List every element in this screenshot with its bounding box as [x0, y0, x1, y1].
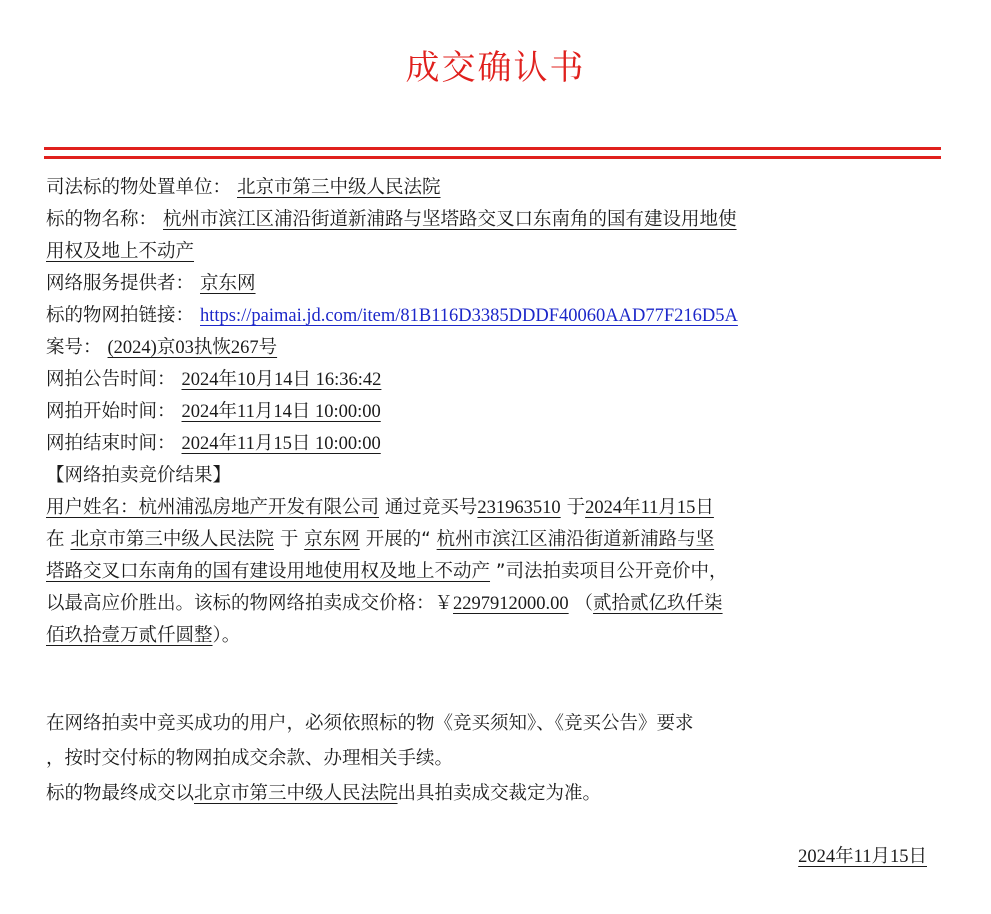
title-divider-bottom [44, 156, 941, 159]
announce-value: 2024年10月14日 16:36:42 [181, 370, 382, 390]
item-name-label: 标的物名称： [46, 209, 158, 230]
item-name-row-cont [46, 236, 941, 268]
note-text: 标的物最终成交以 [46, 783, 195, 804]
end-value: 2024年11月15日 10:00:00 [181, 434, 381, 454]
court-row [46, 172, 941, 204]
result-court: 北京市第三中级人民法院 [70, 529, 274, 550]
note-text: 出具拍卖成交裁定为准。 [397, 783, 602, 804]
result-text: 于 [279, 529, 299, 550]
price-in-words: 贰拾贰亿玖仟柒 [593, 593, 723, 614]
footer-date: 2024年11月15日 [798, 847, 927, 867]
result-platform: 京东网 [304, 529, 360, 550]
case-label: 案号： [46, 337, 102, 358]
price-in-words-cont: 佰玖拾壹万贰仟圆整 [46, 625, 213, 646]
result-item-name: 杭州市滨江区浦沿街道新浦路与坚 [436, 529, 715, 550]
result-line-4 [46, 588, 941, 620]
note-line-1: 在网络拍卖中竞买成功的用户，必须依照标的物《竞买须知》、《竞买公告》要求 [46, 713, 694, 734]
start-value: 2024年11月14日 10:00:00 [181, 402, 381, 422]
end-row [46, 428, 941, 460]
result-text: ”司法拍卖项目公开竞价中， [495, 561, 728, 582]
item-name-value-cont: 用权及地上不动产 [46, 241, 195, 262]
auction-link[interactable]: https://paimai.jd.com/item/81B116D3385DDDF40060AAD77F216D5A [200, 306, 738, 326]
result-text: 于 [566, 497, 586, 518]
result-item-name-cont: 塔路交叉口东南角的国有建设用地使用权及地上不动产 [46, 561, 491, 582]
start-label: 网拍开始时间： [46, 401, 176, 422]
deal-date: 2024年11月15日 [585, 498, 714, 518]
court-value: 北京市第三中级人民法院 [237, 177, 441, 198]
bid-number: 231963510 [477, 498, 561, 518]
link-label: 标的物网拍链接： [46, 305, 195, 326]
result-text: 开展的“ [365, 529, 431, 550]
result-text: （ [574, 593, 594, 614]
result-heading: 【网络拍卖竞价结果】 [46, 465, 232, 486]
provider-row [46, 268, 941, 300]
note-line-2: ，按时交付标的物网拍成交余款、办理相关手续。 [46, 748, 454, 769]
deal-price: 2297912000.00 [453, 594, 569, 614]
result-text: ）。 [212, 625, 241, 646]
result-line-1 [46, 492, 941, 524]
note-line-3 [46, 776, 941, 811]
item-name-value: 杭州市滨江区浦沿街道新浦路与坚塔路交叉口东南角的国有建设用地使 [163, 209, 737, 230]
provider-label: 网络服务提供者： [46, 273, 195, 294]
case-row [46, 332, 941, 364]
title-divider-top [44, 147, 941, 150]
page-title: 成交确认书 [405, 48, 586, 88]
result-line-3 [46, 556, 941, 588]
link-row [46, 300, 941, 332]
result-text: 通过竞买号 [384, 497, 478, 518]
court-label: 司法标的物处置单位： [46, 177, 232, 198]
result-line-2 [46, 524, 941, 556]
result-text: 在 [46, 529, 65, 550]
item-name-row [46, 204, 941, 236]
provider-value: 京东网 [200, 273, 256, 294]
announce-row [46, 364, 941, 396]
end-label: 网拍结束时间： [46, 433, 176, 454]
announce-label: 网拍公告时间： [46, 369, 176, 390]
note-court: 北京市第三中级人民法院 [194, 783, 398, 804]
notes [46, 706, 941, 811]
case-value: (2024)京03执恢267号 [107, 338, 278, 358]
buyer-name: 用户姓名：杭州浦泓房地产开发有限公司 [46, 497, 380, 518]
start-row [46, 396, 941, 428]
result-line-5 [46, 620, 941, 652]
result-text: 以最高应价胜出。该标的物网络拍卖成交价格：￥ [46, 593, 454, 614]
auction-details [46, 172, 941, 652]
